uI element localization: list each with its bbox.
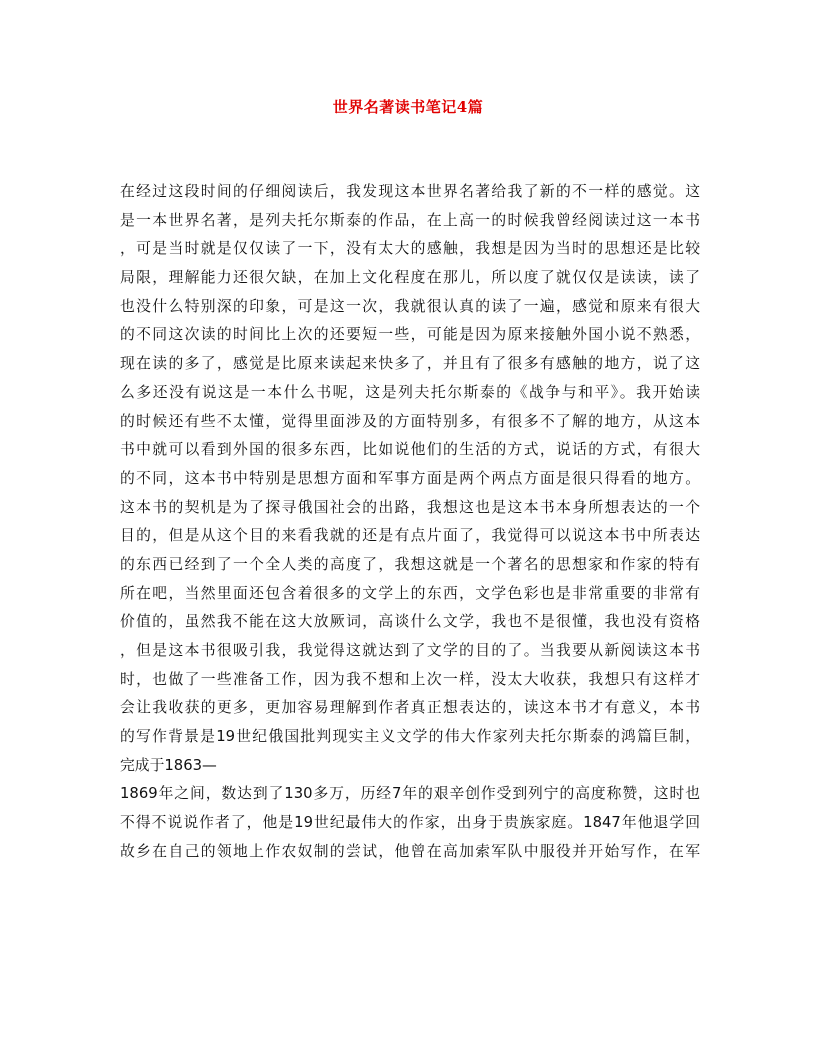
text-line: 的写作背景是19世纪俄国批判现实主义文学的伟大作家列夫托尔斯泰的鸿篇巨制， [120,728,700,746]
text-line: 的时候还有些不太懂，觉得里面涉及的方面特别多，有很多不了解的地方，从这本 [120,412,700,430]
text-line: 也没什么特别深的印象，可是这一次，我就很认真的读了一遍，感觉和原来有很大 [120,297,700,315]
text-line: 书中就可以看到外国的很多东西，比如说他们的生活的方式，说话的方式，有很大 [120,441,700,459]
text-line: 的不同，这本书中特别是思想方面和军事方面是两个两点方面是很只得看的地方。 [120,469,700,487]
text-line: 的不同这次读的时间比上次的还要短一些，可能是因为原来接触外国小说不熟悉， [120,326,700,344]
text-line: 的东西已经到了一个全人类的高度了，我想这就是一个著名的思想家和作家的特有 [120,555,700,573]
body-text [120,178,700,867]
document-title: 世界名著读书笔记4篇 [332,98,484,116]
text-line: 时，也做了一些准备工作，因为我不想和上次一样，没太大收获，我想只有这样才 [120,670,700,688]
text-line: 现在读的多了，感觉是比原来读起来快多了，并且有了很多有感触的地方，说了这 [120,355,700,373]
text-line: 1869年之间，数达到了130多万，历经7年的艰辛创作受到列宁的高度称赞，这时也 [120,785,700,803]
text-line: 局限，理解能力还很欠缺，在加上文化程度在那儿，所以度了就仅仅是读读，读了 [120,269,700,287]
text-line: 会让我收获的更多，更加容易理解到作者真正想表达的，读这本书才有意义，本书 [120,699,700,717]
text-line: 目的，但是从这个目的来看我就的还是有点片面了，我觉得可以说这本书中所表达 [120,527,700,545]
text-line: ，可是当时就是仅仅读了一下，没有太大的感触，我想是因为当时的思想还是比较 [120,240,700,258]
text-line: 是一本世界名著，是列夫托尔斯泰的作品，在上高一的时候我曾经阅读过这一本书 [120,211,700,229]
text-line: 在经过这段时间的仔细阅读后，我发现这本世界名著给我了新的不一样的感觉。这 [120,183,700,200]
text-line: 不得不说说作者了，他是19世纪最伟大的作家，出身于贵族家庭。1847年他退学回 [120,814,700,832]
text-line: ，但是这本书很吸引我，我觉得这就达到了文学的目的了。当我要从新阅读这本书 [120,642,700,659]
text-line: 故乡在自己的领地上作农奴制的尝试，他曾在高加索军队中服役并开始写作，在军 [120,842,700,860]
text-line: 价值的，虽然我不能在这大放厥词，高谈什么文学，我也不是很懂，我也没有资格 [120,613,700,631]
text-line: 么多还没有说这是一本什么书呢，这是列夫托尔斯泰的《战争与和平》。我开始读 [120,383,700,401]
text-line: 所在吧，当然里面还包含着很多的文学上的东西，文学色彩也是非常重要的非常有 [120,584,700,602]
text-line: 完成于1863— [120,756,217,774]
text-line: 这本书的契机是为了探寻俄国社会的出路，我想这也是这本书本身所想表达的一个 [120,498,700,516]
